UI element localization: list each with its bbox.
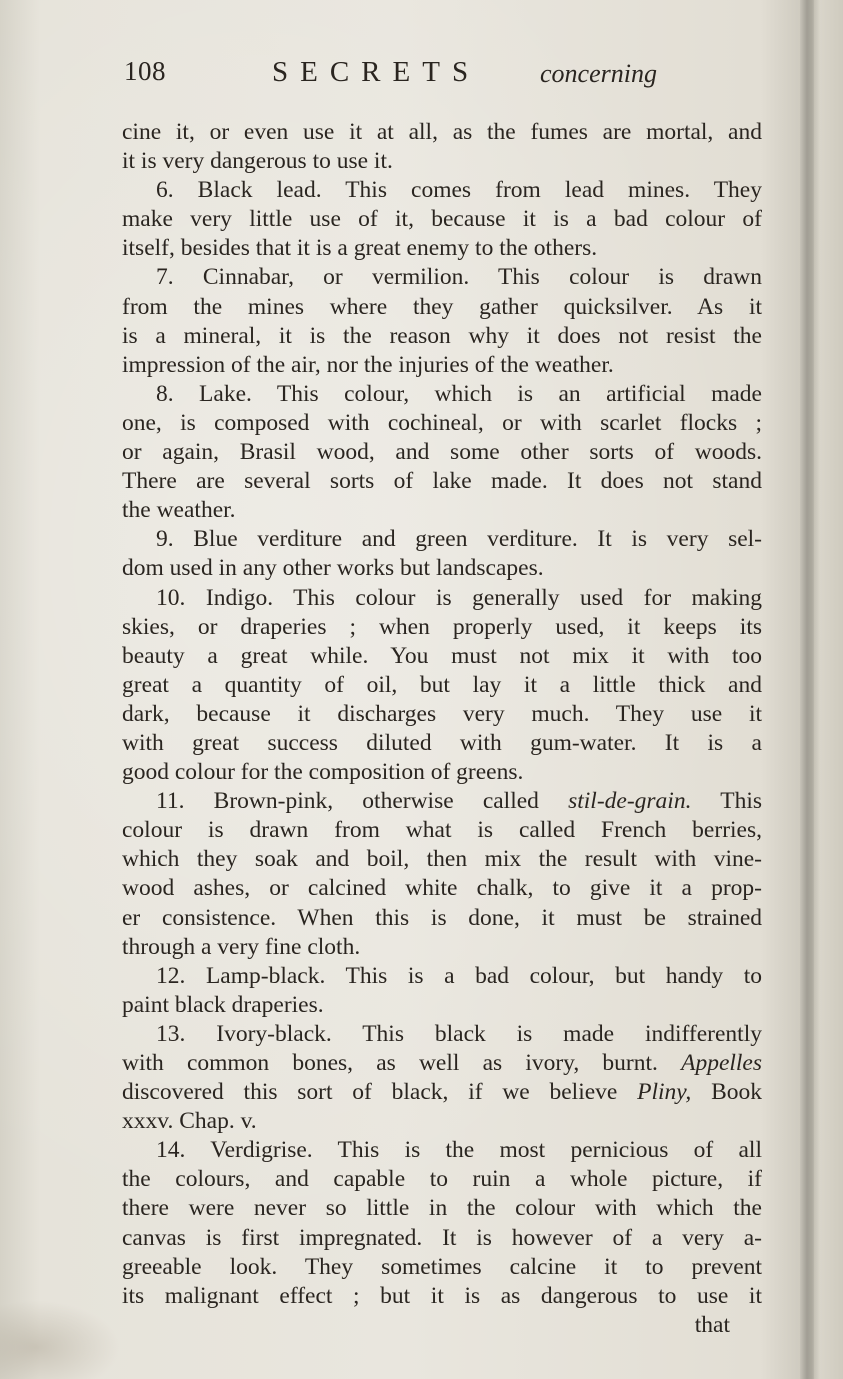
text-line [122, 845, 762, 874]
text-line [122, 729, 762, 758]
text-line [122, 642, 762, 671]
text-line-main: itself, besides that it is a great enemy to the others. [122, 235, 598, 262]
text-line-main: great a quantity of oil, but lay it a little thick and [122, 671, 762, 698]
text-line-main: 10. Indigo. This colour is generally used for making [156, 584, 762, 611]
text-line-main: beauty a great while. You must not mix it with too [122, 642, 762, 669]
text-line-main: good colour for the composition of greens. [122, 759, 524, 786]
text-line [122, 380, 762, 409]
text-line-main: impression of the air, nor the injuries of the weather. [122, 351, 614, 378]
text-line-main: xxxv. Chap. v. [122, 1108, 257, 1135]
running-subtitle: concerning [540, 59, 657, 88]
text-line-main: 14. Verdigrise. This is the most pernicious of all [156, 1137, 762, 1164]
text-line [122, 1224, 762, 1253]
text-line [122, 554, 762, 583]
text-line [122, 1107, 762, 1136]
text-line-main: wood ashes, or calcined white chalk, to give it a prop- [122, 875, 762, 902]
page-number: 108 [124, 56, 166, 86]
text-line [122, 1194, 762, 1223]
text-line-main: is a mineral, it is the reason why it does not resist the [122, 322, 762, 349]
text-line [122, 962, 762, 991]
text-line [122, 1049, 762, 1078]
text-line-main: 9. Blue verditure and green verditure. It is very sel- [156, 526, 762, 553]
text-line-main: through a very fine cloth. [122, 933, 361, 960]
text-line [122, 904, 762, 933]
text-line-tail: This [691, 788, 762, 815]
text-line [122, 933, 762, 962]
text-line [122, 118, 762, 147]
text-line-main: er consistence. When this is done, it must be strained [122, 904, 762, 931]
text-line-main: 7. Cinnabar, or vermilion. This colour is drawn [156, 264, 762, 291]
text-line [122, 1136, 762, 1165]
page-gutter-fold [800, 0, 814, 1379]
text-line [122, 205, 762, 234]
text-line-main: dark, because it discharges very much. They use it [122, 700, 762, 727]
text-line [122, 351, 762, 380]
text-line-main: skies, or draperies ; when properly used, it keeps its [122, 613, 762, 640]
text-line-main: with common bones, as well as ivory, burnt. [122, 1050, 658, 1076]
text-line [122, 438, 762, 467]
text-line-main: discovered this sort of black, if we believe [122, 1079, 618, 1106]
text-line-main: 6. Black lead. This comes from lead mines. They [156, 177, 762, 204]
text-line-main: its malignant effect ; but it is as dangerous to use it [122, 1282, 762, 1309]
text-line [122, 263, 762, 292]
text-line-main: There are several sorts of lake made. It does not stand [122, 468, 762, 495]
text-line [122, 147, 762, 176]
italic-term: stil-de-grain. [568, 788, 692, 815]
text-line [122, 322, 762, 351]
italic-term: Pliny, [637, 1079, 692, 1106]
text-line-main: it is very dangerous to use it. [122, 148, 393, 175]
text-line [122, 816, 762, 845]
text-line [122, 1253, 762, 1282]
text-line-main: which they soak and boil, then mix the result with vine- [122, 846, 762, 873]
text-line [122, 787, 762, 816]
text-line [122, 525, 762, 554]
text-line [122, 613, 762, 642]
text-line [122, 496, 762, 525]
text-line-main: with great success diluted with gum-water. It is a [122, 729, 762, 756]
text-line-tail: Book [691, 1079, 762, 1106]
text-line-main: dom used in any other works but landscapes. [122, 555, 544, 582]
text-line-main: 8. Lake. This colour, which is an artificial made [156, 380, 762, 407]
paper-stain [0, 1300, 120, 1379]
text-line-main: the weather. [122, 497, 236, 524]
text-line [122, 584, 762, 613]
text-line-main: that [694, 1311, 730, 1338]
text-line-main: make very little use of it, because it is a bad colour of [122, 206, 762, 233]
text-line-main: 13. Ivory-black. This black is made indifferently [156, 1020, 762, 1047]
text-line [122, 234, 762, 263]
text-line-main: colour is drawn from what is called French berries, [122, 817, 762, 844]
text-line-main: 12. Lamp-black. This is a bad colour, but handy to [156, 962, 762, 989]
text-line [122, 1078, 762, 1107]
text-line-main: there were never so little in the colour with which the [122, 1195, 762, 1222]
text-line [122, 874, 762, 903]
text-line-main: one, is composed with cochineal, or with scarlet flocks ; [122, 409, 762, 436]
text-line [122, 991, 762, 1020]
running-header [124, 56, 764, 96]
text-line-main: the colours, and capable to ruin a whole picture, if [122, 1166, 762, 1193]
text-line [122, 1020, 762, 1049]
text-line [122, 671, 762, 700]
text-line-main: canvas is first impregnated. It is however of a very a- [122, 1224, 762, 1251]
text-line-main: greeable look. They sometimes calcine it to prevent [122, 1253, 762, 1280]
text-line [122, 1282, 762, 1311]
text-line [122, 293, 762, 322]
text-line [122, 758, 762, 787]
text-line-main: from the mines where they gather quicksilver. As it [122, 293, 762, 320]
running-title: SECRETS [272, 56, 481, 88]
text-line-main: or again, Brasil wood, and some other sorts of woods. [122, 439, 762, 466]
text-line [122, 409, 762, 438]
italic-term: Appelles [681, 1050, 763, 1076]
text-line-main: paint black draperies. [122, 991, 324, 1018]
text-line [122, 176, 762, 205]
text-line [122, 700, 762, 729]
text-line [122, 1165, 762, 1194]
body-text [122, 118, 762, 1340]
text-line-main: 11. Brown-pink, otherwise called [156, 788, 539, 815]
text-line [122, 1311, 762, 1340]
text-line-main: cine it, or even use it at all, as the fumes are mortal, and [122, 119, 762, 145]
text-line [122, 467, 762, 496]
